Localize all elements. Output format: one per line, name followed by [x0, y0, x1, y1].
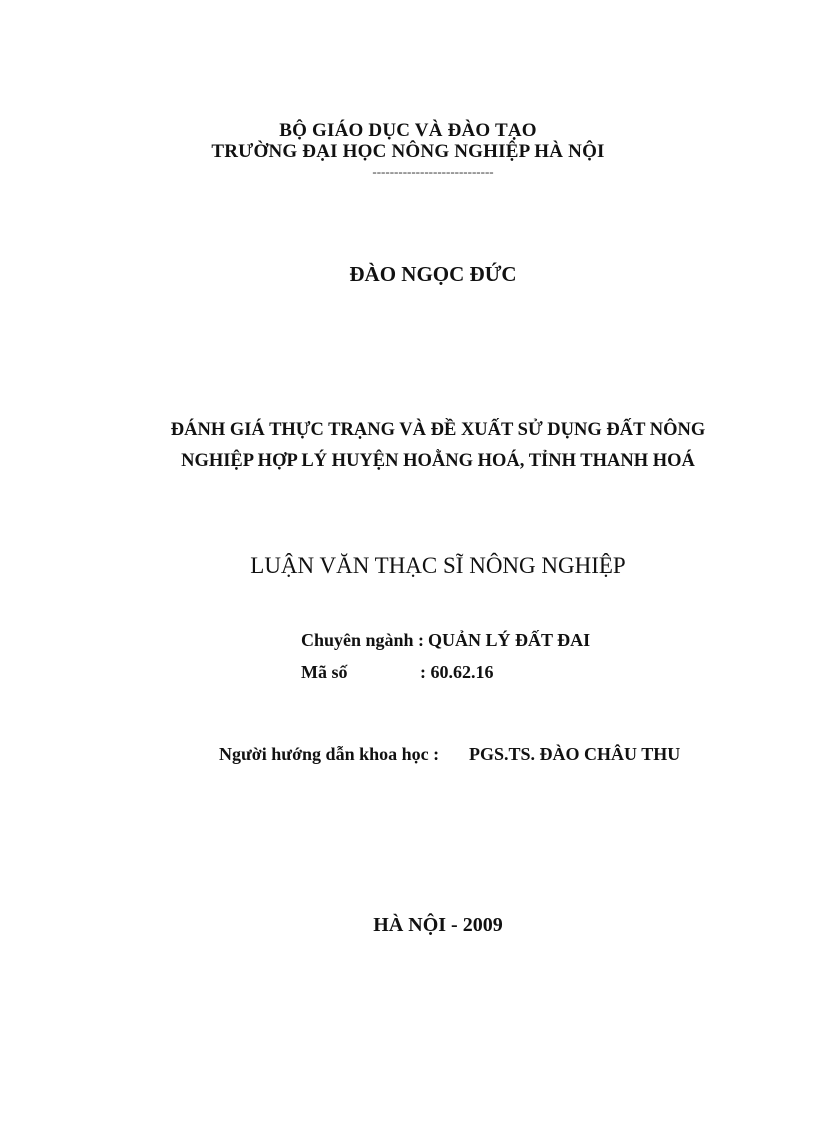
supervisor-label: Người hướng dẫn khoa học : [219, 744, 440, 764]
thesis-title-line-2: NGHIỆP HỢP LÝ HUYỆN HOẰNG HOÁ, TỈNH THANH HOÁ [181, 451, 695, 471]
supervisor-name: PGS.TS. ĐÀO CHÂU THU [469, 744, 681, 764]
code-label: Mã số [301, 662, 348, 682]
place-and-year: HÀ NỘI - 2009 [373, 914, 503, 936]
header-divider: ---------------------------- [372, 164, 494, 179]
specialization-value: QUẢN LÝ ĐẤT ĐAI [428, 630, 591, 650]
code-value: : 60.62.16 [420, 662, 494, 682]
degree-title: LUẬN VĂN THẠC SĨ NÔNG NGHIỆP [250, 553, 626, 578]
university-name: TRƯỜNG ĐẠI HỌC NÔNG NGHIỆP HÀ NỘI [211, 141, 605, 162]
thesis-title-line-1: ĐÁNH GIÁ THỰC TRẠNG VÀ ĐỀ XUẤT SỬ DỤNG ĐẤT NÔNG [170, 420, 706, 440]
ministry-name: BỘ GIÁO DỤC VÀ ĐÀO TẠO [279, 120, 537, 141]
author-name: ĐÀO NGỌC ĐỨC [349, 262, 517, 286]
specialization-label: Chuyên ngành : [301, 630, 425, 650]
